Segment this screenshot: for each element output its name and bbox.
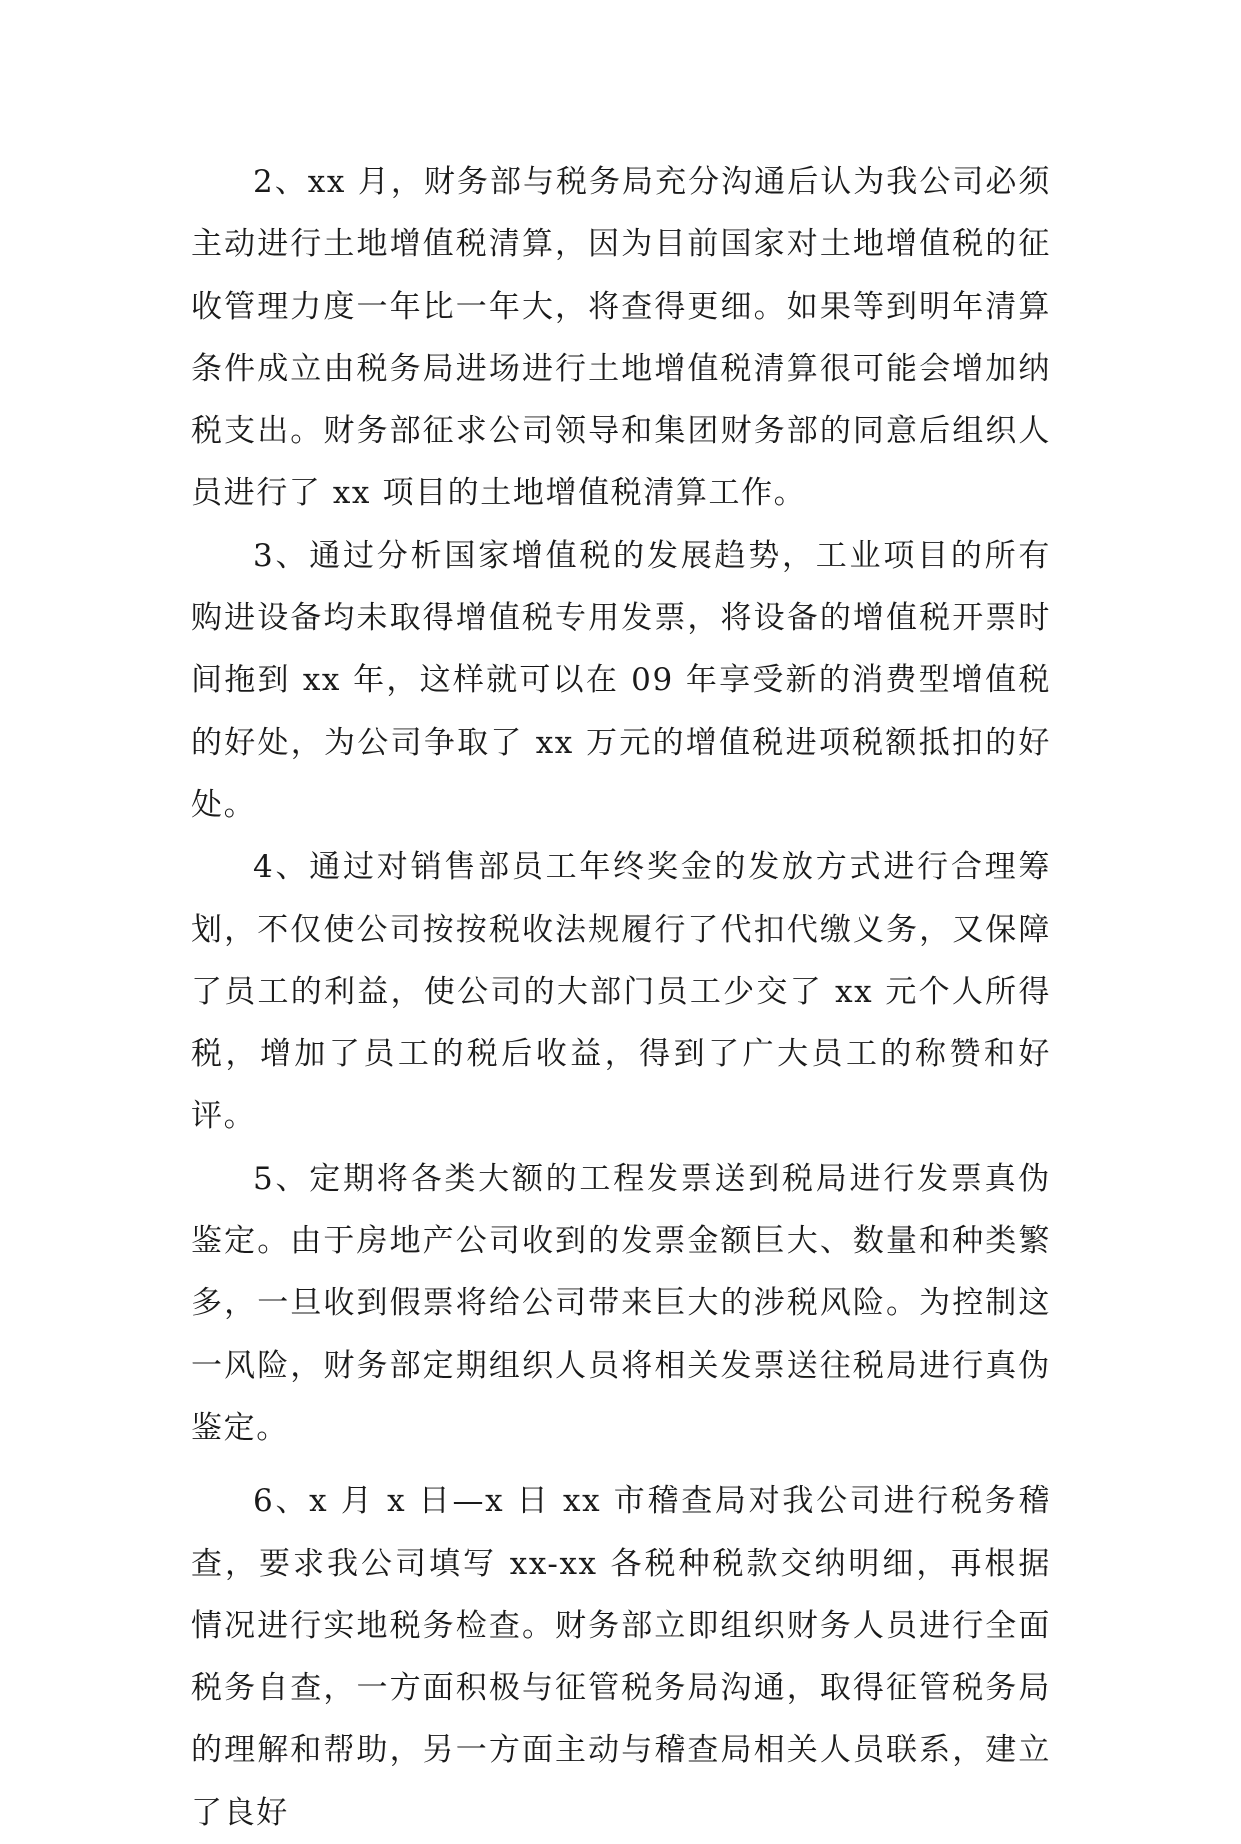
- document-body: [191, 151, 1051, 1844]
- paragraph-6: 6、x 月 x 日—x 日 xx 市稽查局对我公司进行税务稽查，要求我公司填写 xx-xx 各税种税款交纳明细，再根据情况进行实地税务检查。财务部立即组织财务人员进行全面税务自查，一方面积极与征管税务局沟通，取得征管税务局的理解和帮助，另一方面主动与稽查局相关人员联系，建立了良好: [191, 1483, 1051, 1831]
- paragraph-4: 4、通过对销售部员工年终奖金的发放方式进行合理筹划，不仅使公司按按税收法规履行了代扣代缴义务，又保障了员工的利益，使公司的大部门员工少交了 xx 元个人所得税，增加了员工的税后收益，得到了广大员工的称赞和好评。: [191, 849, 1051, 1135]
- paragraph-5: 5、定期将各类大额的工程发票送到税局进行发票真伪鉴定。由于房地产公司收到的发票金额巨大、数量和种类繁多，一旦收到假票将给公司带来巨大的涉税风险。为控制这一风险，财务部定期组织人员将相关发票送往税局进行真伪鉴定。: [191, 1160, 1051, 1446]
- paragraph-3: 3、通过分析国家增值税的发展趋势，工业项目的所有购进设备均未取得增值税专用发票，将设备的增值税开票时间拖到 xx 年，这样就可以在 09 年享受新的消费型增值税的好处，为公司争取了 xx 万元的增值税进项税额抵扣的好处。: [191, 537, 1051, 823]
- paragraph-2: 2、xx 月，财务部与税务局充分沟通后认为我公司必须主动进行土地增值税清算，因为目前国家对土地增值税的征收管理力度一年比一年大，将查得更细。如果等到明年清算条件成立由税务局进场进行土地增值税清算很可能会增加纳税支出。财务部征求公司领导和集团财务部的同意后组织人员进行了 xx 项目的土地增值税清算工作。: [191, 164, 1051, 512]
